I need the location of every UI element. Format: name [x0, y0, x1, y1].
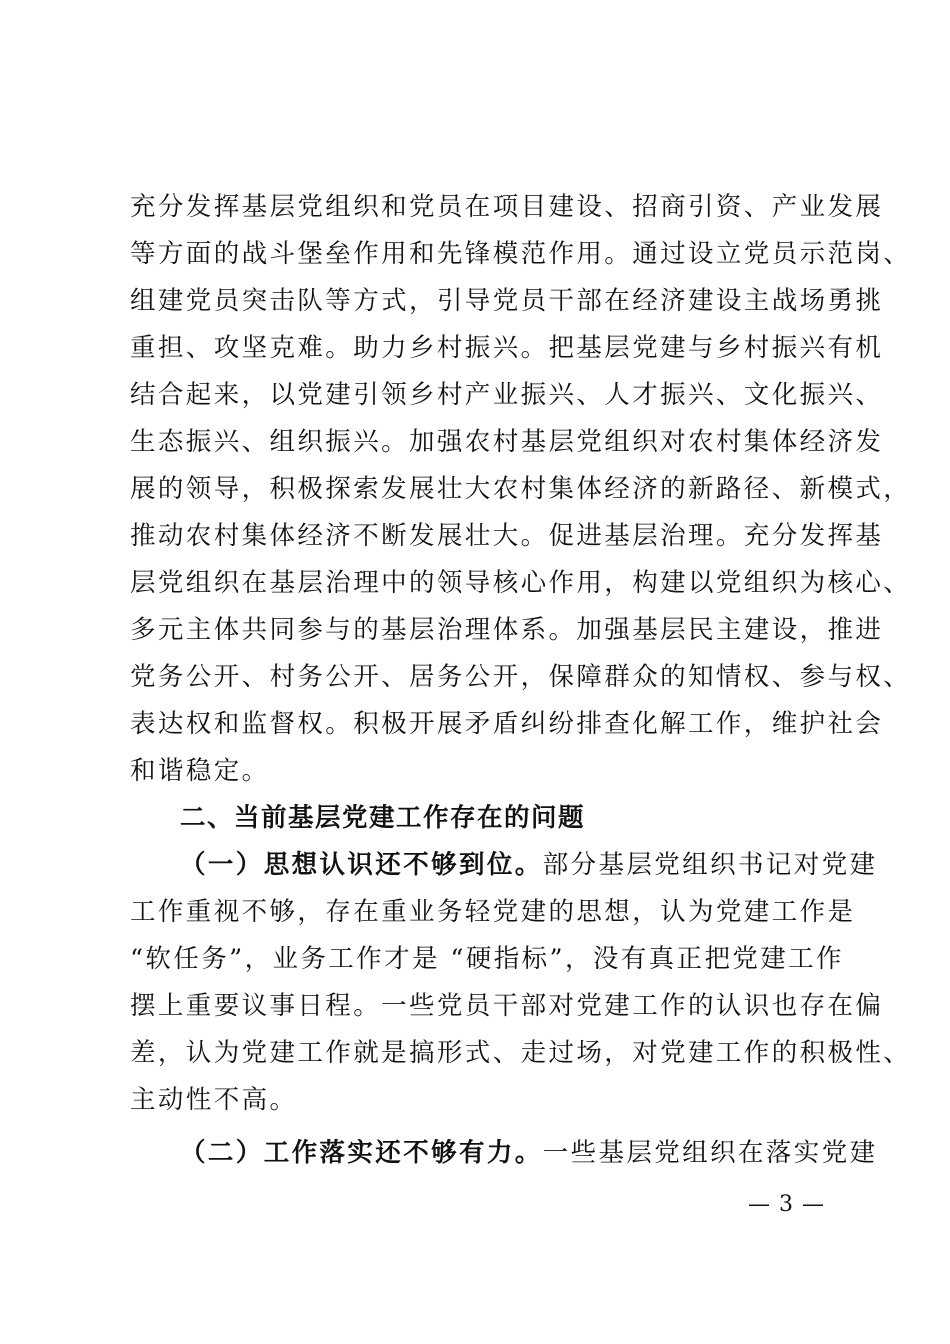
paragraph-line: 多元主体共同参与的基层治理体系。加强基层民主建设，推进: [130, 615, 884, 645]
paragraph-line: “软任务”，业务工作才是 “硬指标”，没有真正把党建工作: [130, 944, 844, 974]
paragraph-line: 层党组织在基层治理中的领导核心作用，构建以党组织为核心、: [130, 568, 912, 598]
paragraph-line: 重担、攻坚克难。助力乡村振兴。把基层党建与乡村振兴有机: [130, 333, 884, 363]
paragraph-line: 主动性不高。: [130, 1085, 298, 1115]
page-number: — 3 —: [748, 1192, 825, 1217]
section-heading: 二、当前基层党建工作存在的问题: [180, 803, 586, 833]
subsection-1-first-line: [130, 842, 878, 889]
paragraph-line: 推动农村集体经济不断发展壮大。促进基层治理。充分发挥基: [130, 521, 884, 551]
paragraph-line: 生态振兴、组织振兴。加强农村基层党组织对农村集体经济发: [130, 427, 884, 457]
paragraph-line: 摆上重要议事日程。一些党员干部对党建工作的认识也存在偏: [130, 991, 884, 1021]
paragraph-line: 充分发挥基层党组织和党员在项目建设、招商引资、产业发展: [130, 192, 884, 222]
paragraph-line: 工作重视不够，存在重业务轻党建的思想，认为党建工作是: [130, 897, 856, 927]
subsection-1-text: 部分基层党组织书记对党建: [542, 850, 878, 880]
paragraph-line: 组建党员突击队等方式，引导党员干部在经济建设主战场勇挑: [130, 286, 884, 316]
body-text: [130, 184, 912, 1177]
subsection-2-text: 一些基层党组织在落实党建: [542, 1138, 878, 1168]
paragraph-line: 和谐稳定。: [130, 756, 270, 786]
paragraph-line: 表达权和监督权。积极开展矛盾纠纷排查化解工作，维护社会: [130, 709, 884, 739]
paragraph-line: 结合起来，以党建引领乡村产业振兴、人才振兴、文化振兴、: [130, 380, 884, 410]
subsection-1-lead: （一）思想认识还不够到位。: [180, 850, 543, 880]
paragraph-line: 差，认为党建工作就是搞形式、走过场，对党建工作的积极性、: [130, 1038, 912, 1068]
paragraph-line: 党务公开、村务公开、居务公开，保障群众的知情权、参与权、: [130, 662, 912, 692]
subsection-2-first-line: [130, 1130, 878, 1177]
subsection-2-lead: （二）工作落实还不够有力。: [180, 1138, 543, 1168]
paragraph-line: 展的领导，积极探索发展壮大农村集体经济的新路径、新模式，: [130, 474, 912, 504]
paragraph-line: 等方面的战斗堡垒作用和先锋模范作用。通过设立党员示范岗、: [130, 239, 912, 269]
